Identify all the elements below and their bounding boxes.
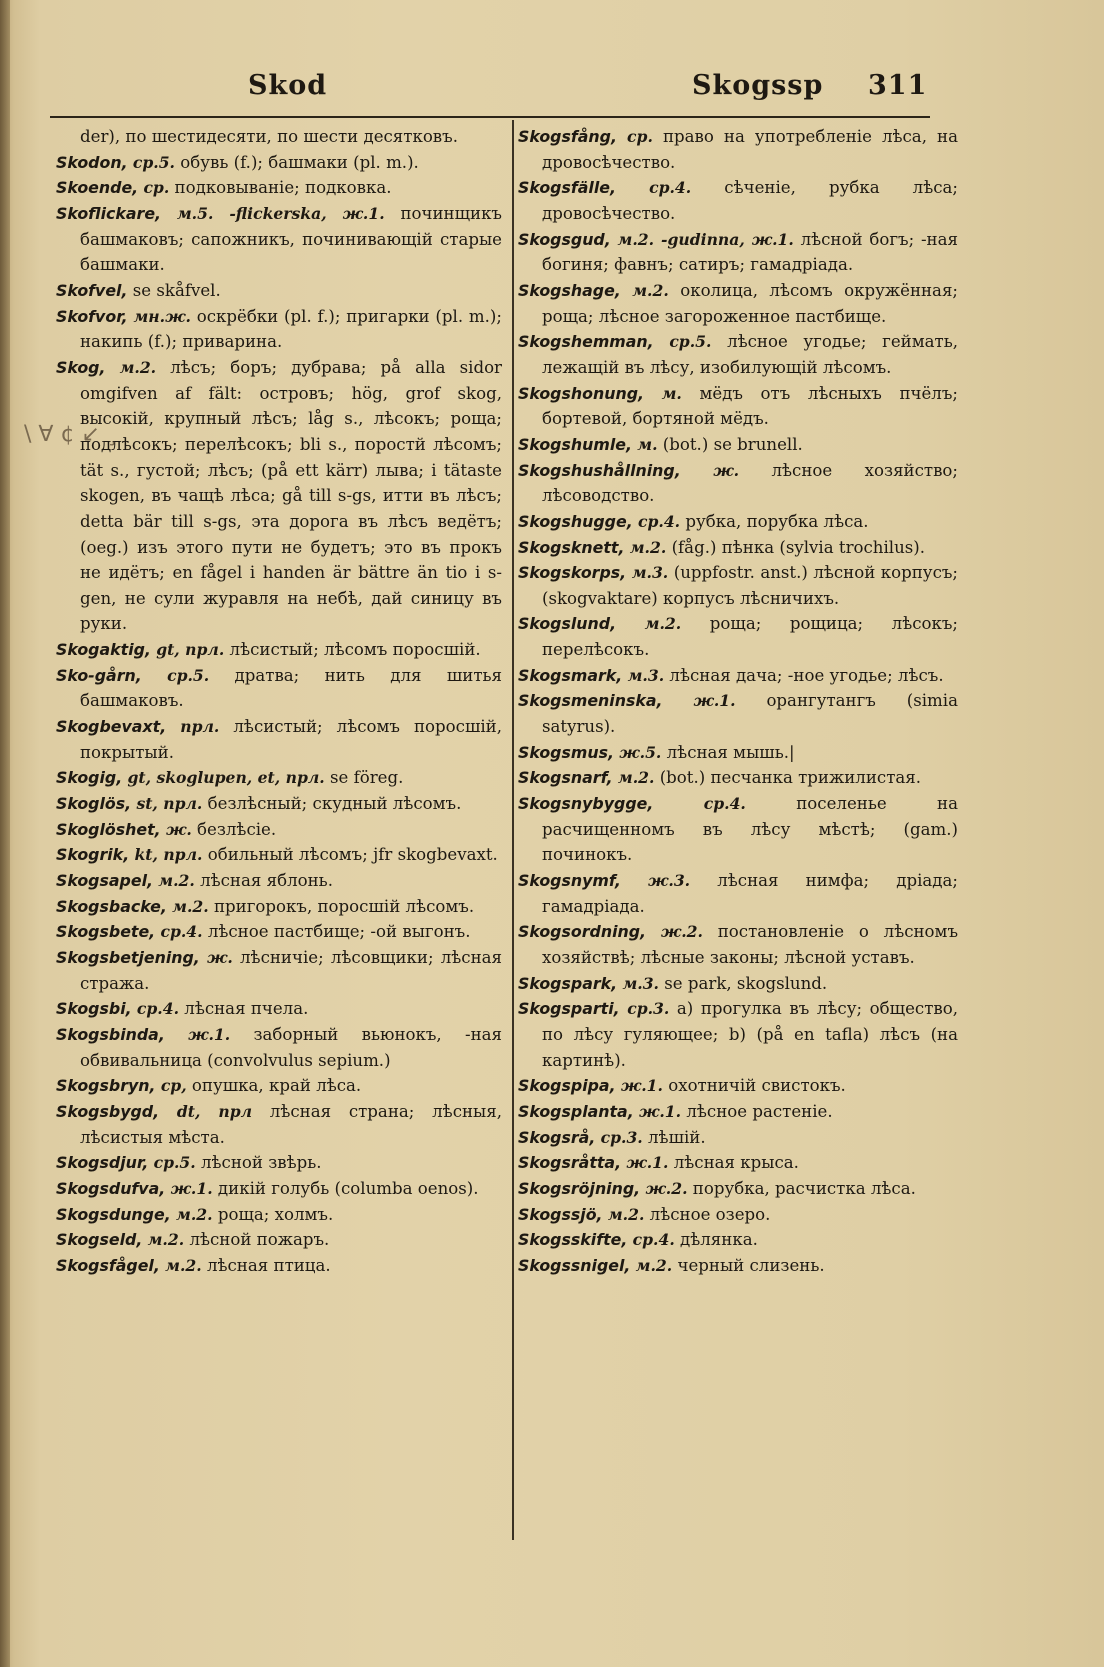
entry-grammar: м.2. <box>632 280 669 300</box>
entry-definition: порубка, расчистка лѣса. <box>692 1178 916 1198</box>
entry-definition: лѣсной звѣрь. <box>201 1153 322 1173</box>
entry-definition: лѣсистый; лѣсомъ поросшій. <box>229 640 481 660</box>
entry-definition: опушка, край лѣса. <box>191 1076 362 1096</box>
entry-definition: se föreg. <box>329 768 404 788</box>
dictionary-entry <box>518 791 958 868</box>
entry-grammar: ж. <box>165 819 192 839</box>
entry-grammar: ср. <box>627 127 653 146</box>
entry-headword: Skogsbygd, <box>56 1101 160 1121</box>
dictionary-entry <box>56 1227 502 1253</box>
entry-definition: a) прогулка въ лѣсу; общество, по лѣсу гуляющее; b) (på en tafla) лѣсъ (на картинѣ). <box>542 999 958 1070</box>
entry-definition: лѣсной пожаръ. <box>189 1230 330 1250</box>
entry-grammar: ж.1. <box>626 1153 669 1173</box>
entry-headword: Skogspark, <box>518 973 618 993</box>
entry-grammar: ж.1. <box>620 1076 663 1096</box>
entry-definition: (bot.) песчанка трижилистая. <box>659 768 922 788</box>
entry-definition: мёдъ отъ лѣсныхъ пчёлъ; бортевой, бортяной мёдъ. <box>542 383 958 429</box>
dictionary-entry <box>56 1073 502 1099</box>
entry-grammar: ж.1. <box>639 1101 682 1121</box>
right-column <box>518 124 958 1544</box>
entry-grammar: ср.4. <box>136 999 179 1019</box>
entry-headword: Skogssjö, <box>518 1204 603 1224</box>
entry-definition: дѣлянка. <box>680 1230 758 1250</box>
margin-annotations: \ ∀ ¢ ↙ ¸ <box>24 422 118 447</box>
entry-headword: Skoende, <box>56 178 139 198</box>
entry-definition: лѣсная мышь.| <box>666 742 795 762</box>
entry-definition: обильный лѣсомъ; jfr skogbevaxt. <box>207 845 498 865</box>
dictionary-entry <box>56 1176 502 1202</box>
entry-definition: лѣсная страна; лѣсныя, лѣсистыя мѣста. <box>80 1101 502 1147</box>
entry-headword: Skogsbryn, <box>56 1076 156 1096</box>
entry-grammar: м.2. <box>607 1204 645 1224</box>
dictionary-entry <box>56 304 502 355</box>
entry-definition: обувь (f.); башмаки (pl. m.). <box>180 152 419 172</box>
entry-headword: Skoflickare, <box>56 203 162 223</box>
entry-grammar: ср.3. <box>627 999 670 1019</box>
dictionary-entry <box>56 1202 502 1228</box>
dictionary-entry <box>518 611 958 662</box>
dictionary-entry <box>56 996 502 1022</box>
entry-definition: рубка, порубка лѣса. <box>685 511 869 531</box>
entry-headword: Skogssnigel, <box>518 1255 631 1275</box>
entry-headword: Skogig, <box>56 768 123 788</box>
entry-definition: безлѣсный; скудный лѣсомъ. <box>207 794 462 814</box>
dictionary-entry <box>518 535 958 561</box>
entry-definition: черный слизень. <box>677 1255 825 1275</box>
entry-definition: безлѣсіе. <box>197 819 277 839</box>
dictionary-entry <box>56 919 502 945</box>
entry-headword: Skogseld, <box>56 1230 143 1250</box>
dictionary-entry <box>56 1099 502 1150</box>
entry-headword: Skogsbete, <box>56 922 156 942</box>
entry-definition: лѣшій. <box>648 1127 706 1147</box>
entry-headword: Skogsbacke, <box>56 896 167 916</box>
entry-grammar: ж.2. <box>645 1178 688 1198</box>
entry-headword: Skofvel, <box>56 280 128 300</box>
entry-grammar: gt, прл. <box>156 640 225 660</box>
entry-grammar: м.3. <box>627 665 665 685</box>
entry-headword: Skogrik, <box>56 845 130 865</box>
entry-grammar: ср.4. <box>649 178 692 198</box>
right-guide-word: Skogssp <box>692 70 824 101</box>
entry-definition: дикій голубь (columba oenos). <box>217 1178 479 1198</box>
entry-headword: Skogspipa, <box>518 1076 616 1096</box>
entry-definition: (bot.) se brunell. <box>662 434 803 454</box>
entry-headword: Skogskorps, <box>518 563 627 583</box>
entry-grammar: м. <box>637 434 658 454</box>
entry-definition: лѣсная крыса. <box>673 1153 799 1173</box>
entry-definition: лѣсной богъ; -ная богиня; фавнъ; сатиръ; гамадріада. <box>542 229 958 275</box>
entry-definition: se park, skogslund. <box>664 973 828 993</box>
entry-grammar: ср.4. <box>638 511 681 531</box>
entry-headword: Skoglöshet, <box>56 819 161 839</box>
dictionary-entry <box>518 458 958 509</box>
entry-headword: Skogshemman, <box>518 332 654 352</box>
entry-grammar: ж.1. <box>170 1178 213 1198</box>
entry-headword: Skogbevaxt, <box>56 717 167 737</box>
entry-grammar: ж.5. <box>619 742 662 762</box>
dictionary-entry <box>518 227 958 278</box>
entry-headword: Skogsrå, <box>518 1127 596 1147</box>
entry-definition: охотничій свистокъ. <box>668 1076 846 1096</box>
left-column <box>56 124 502 1544</box>
dictionary-entry <box>56 765 502 791</box>
entry-definition: право на употребленіе лѣса, на дровосѣчество. <box>542 127 958 172</box>
entry-definition: подковываніе; подковка. <box>174 178 392 198</box>
entry-headword: Skogsbinda, <box>56 1024 165 1044</box>
dictionary-entry <box>518 1125 958 1151</box>
entry-headword: Skoglös, <box>56 794 132 814</box>
entry-grammar: прл. <box>180 717 220 737</box>
column-divider <box>512 120 514 1540</box>
dictionary-entry <box>56 663 502 714</box>
entry-grammar: ср.5. <box>167 665 210 685</box>
entry-headword: Skogsmark, <box>518 665 623 685</box>
header-rule <box>50 116 930 118</box>
entry-definition: лѣсное пастбище; -ой выгонъ. <box>207 922 471 942</box>
dictionary-entry <box>56 1022 502 1073</box>
dictionary-entry <box>56 817 502 843</box>
entry-grammar: st, прл. <box>136 794 203 814</box>
entry-definition: оскрёбки (pl. f.); пригарки (pl. m.); накипь (f.); приварина. <box>80 306 502 352</box>
entry-grammar: м.5. -flickerska, ж.1. <box>176 203 385 223</box>
entry-grammar: м.2. <box>629 537 667 557</box>
entry-grammar: м.2. <box>147 1230 185 1250</box>
left-guide-word: Skod <box>248 70 328 101</box>
entry-grammar: ср.4. <box>160 922 203 942</box>
dictionary-entry <box>518 124 958 175</box>
entry-grammar: ж.1. <box>188 1024 231 1044</box>
entry-definition: (uppfostr. anst.) лѣсной корпусъ; (skogvaktare) корпусъ лѣсничихъ. <box>542 563 958 608</box>
entry-headword: Skog, <box>56 357 106 377</box>
dictionary-entry <box>56 894 502 920</box>
entry-definition: se skåfvel. <box>132 280 221 300</box>
entry-headword: Skogslund, <box>518 614 617 634</box>
entry-definition: сѣченіе, рубка лѣса; дровосѣчество. <box>542 178 958 223</box>
entry-headword: Skogsnarf, <box>518 768 613 788</box>
entry-definition: лѣсное хозяйство; лѣсоводство. <box>542 460 958 506</box>
entry-definition: (fåg.) пѣнка (sylvia trochilus). <box>671 537 926 557</box>
entry-headword: Skogshonung, <box>518 383 645 403</box>
entry-headword: Skogsbi, <box>56 999 132 1019</box>
dictionary-entry <box>56 791 502 817</box>
dictionary-entry <box>518 868 958 919</box>
entry-headword: Skogshumle, <box>518 434 632 454</box>
entry-definition: околица, лѣсомъ окружённая; роща; лѣсное загороженное пастбище. <box>542 280 958 326</box>
dictionary-entry <box>518 278 958 329</box>
entry-definition: лѣсная дача; -ное угодье; лѣсъ. <box>669 665 944 685</box>
entry-headword: Skogsdjur, <box>56 1153 149 1173</box>
entry-grammar: м.2. <box>165 1255 202 1275</box>
dictionary-entry <box>56 124 502 150</box>
entry-headword: Skogsplanta, <box>518 1101 634 1121</box>
entry-headword: Skogsfälle, <box>518 178 616 198</box>
entry-grammar: ср. <box>143 178 170 198</box>
entry-grammar: gt, skoglupen, et, прл. <box>127 768 325 788</box>
dictionary-entry <box>518 432 958 458</box>
dictionary-entry <box>518 1202 958 1228</box>
entry-headword: Skogsbetjening, <box>56 948 200 967</box>
dictionary-entry <box>56 175 502 201</box>
dictionary-entry <box>518 663 958 689</box>
entry-definition: лѣсъ; боръ; дубрава; på alla sidor omgifven af fält: островъ; hög, grof skog, высокій, крупный лѣсъ; låg s., лѣсокъ; роща; подлѣсокъ; перелѣсокъ; bli s., поростй лѣсомъ; tät s., густой; лѣсъ; (på ett kärr) лыва; i tätaste skogen, въ чащѣ лѣса; gå till s-gs, итти въ лѣсъ; detta bär till s-gs, эта дорога въ лѣсъ ведётъ; (oeg.) изъ этого пути не будетъ; это въ прокъ не идётъ; en fågel i handen är bättre än tio i s-gen, не сули журавля на небѣ, дай синицу въ руки. <box>80 357 502 634</box>
entry-definition: поселенье на расчищенномъ въ лѣсу мѣстѣ; (gam.) починокъ. <box>542 794 958 865</box>
entry-grammar: ср.5. <box>132 152 175 172</box>
entry-grammar: ср, <box>160 1076 187 1096</box>
dictionary-entry <box>56 201 502 278</box>
entry-grammar: м.2. <box>635 1255 673 1275</box>
dictionary-entry <box>518 1099 958 1125</box>
entry-grammar: ср.3. <box>600 1127 643 1147</box>
entry-definition: лѣсная нимфа; дріада; гамадріада. <box>542 871 958 916</box>
entry-definition: починщикъ башмаковъ; сапожникъ, починивающій старые башмаки. <box>80 203 502 275</box>
entry-definition: орангутангъ (simia satyrus). <box>542 691 958 737</box>
entry-definition: постановленіе о лѣсномъ хозяйствѣ; лѣсные законы; лѣсной уставъ. <box>542 922 958 967</box>
entry-grammar: м.2. <box>172 896 209 916</box>
entry-headword: Skogsnymf, <box>518 871 621 891</box>
entry-headword: Skogsröjning, <box>518 1178 641 1198</box>
dictionary-entry <box>518 1176 958 1202</box>
entry-headword: Skofvor, <box>56 306 128 326</box>
dictionary-entry <box>56 842 502 868</box>
entry-grammar: м.2. <box>644 614 682 634</box>
entry-headword: Skogsknett, <box>518 537 625 557</box>
entry-headword: Skogsskifte, <box>518 1230 628 1250</box>
dictionary-entry <box>56 1253 502 1279</box>
entry-headword: Skogsdufva, <box>56 1178 166 1198</box>
entry-grammar: м.2. <box>617 768 655 788</box>
entry-grammar: ж. <box>713 460 740 480</box>
dictionary-entry <box>518 560 958 611</box>
entry-grammar: ср.4. <box>703 794 746 814</box>
entry-definition: заборный вьюнокъ, -ная обвивальница (convolvulus sepium.) <box>80 1024 502 1070</box>
entry-grammar: kt, прл. <box>134 845 203 865</box>
entry-grammar: мн.ж. <box>133 306 191 326</box>
entry-definition: дратва; нить для шитья башмаковъ. <box>80 665 502 711</box>
entry-definition: лѣсное растеніе. <box>686 1101 833 1121</box>
entry-grammar: м.3. <box>631 563 669 583</box>
entry-headword: Skogshushållning, <box>518 460 681 480</box>
entry-grammar: м.3. <box>622 973 659 993</box>
entry-grammar: ср.5. <box>669 332 712 352</box>
dictionary-entry <box>518 740 958 766</box>
entry-headword: Skogshage, <box>518 280 621 300</box>
entry-headword: Sko-gårn, <box>56 665 142 685</box>
entry-grammar: ср.5. <box>153 1153 196 1173</box>
entry-grammar: м. <box>661 383 682 403</box>
entry-grammar: м.2. -gudinna, ж.1. <box>617 229 794 249</box>
entry-grammar: м.2. <box>119 357 157 377</box>
entry-grammar: ж.1. <box>693 691 736 711</box>
dictionary-entry <box>518 1227 958 1253</box>
entry-headword: Skogsgud, <box>518 229 611 249</box>
entry-definition: лѣсная птица. <box>206 1255 331 1275</box>
dictionary-entry <box>56 945 502 996</box>
entry-headword: Skogaktig, <box>56 640 151 660</box>
entry-headword: Skogsmeninska, <box>518 691 663 711</box>
entry-headword: Skogsfågel, <box>56 1255 160 1275</box>
entry-grammar: ж. <box>207 948 233 967</box>
entry-grammar: ж.2. <box>660 922 703 942</box>
entry-definition: лѣсное угодье; геймать, лежащій въ лѣсу, изобилующій лѣсомъ. <box>542 332 958 377</box>
dictionary-entry <box>56 714 502 765</box>
dictionary-entry <box>56 278 502 304</box>
entry-headword: Skogshugge, <box>518 511 633 531</box>
dictionary-entry <box>518 971 958 997</box>
dictionary-entry <box>56 868 502 894</box>
entry-headword: Skogsordning, <box>518 922 647 942</box>
dictionary-entry <box>56 355 502 637</box>
entry-definition: der), по шестидесяти, по шести десятковъ. <box>80 127 458 146</box>
dictionary-entry <box>518 1253 958 1279</box>
entry-definition: лѣсничіе; лѣсовщики; лѣсная стража. <box>80 948 502 993</box>
entry-headword: Skogsapel, <box>56 871 153 891</box>
book-binding-edge <box>0 0 10 1667</box>
entry-grammar: ср.4. <box>632 1230 675 1250</box>
entry-headword: Skogsnybygge, <box>518 794 654 814</box>
dictionary-entry <box>518 919 958 970</box>
entry-headword: Skogsdunge, <box>56 1204 171 1224</box>
entry-definition: роща; рощица; лѣсокъ; перелѣсокъ. <box>542 614 958 660</box>
dictionary-entry <box>518 329 958 380</box>
entry-definition: роща; холмъ. <box>217 1204 334 1224</box>
entry-definition: лѣсное озеро. <box>649 1204 771 1224</box>
dictionary-entry <box>56 637 502 663</box>
dictionary-entry <box>518 765 958 791</box>
dictionary-entry <box>518 509 958 535</box>
entry-definition: пригорокъ, поросшій лѣсомъ. <box>213 896 475 916</box>
dictionary-entry <box>56 150 502 176</box>
dictionary-entry <box>518 688 958 739</box>
dictionary-entry <box>518 1073 958 1099</box>
dictionary-entry <box>518 175 958 226</box>
entry-definition: лѣсная яблонь. <box>200 871 333 891</box>
entry-definition: лѣсистый; лѣсомъ поросшій, покрытый. <box>80 717 502 762</box>
dictionary-entry <box>56 1150 502 1176</box>
page-number: 311 <box>868 70 928 101</box>
dictionary-entry <box>518 1150 958 1176</box>
entry-headword: Skogsparti, <box>518 999 620 1019</box>
entry-grammar: м.2. <box>158 871 195 891</box>
entry-headword: Skogsfång, <box>518 127 617 146</box>
entry-grammar: м.2. <box>176 1204 213 1224</box>
entry-grammar: dt, прл <box>176 1101 253 1121</box>
dictionary-entry <box>518 381 958 432</box>
entry-headword: Skodon, <box>56 152 128 172</box>
entry-definition: лѣсная пчела. <box>184 999 309 1019</box>
dictionary-entry <box>518 996 958 1073</box>
entry-grammar: ж.3. <box>648 871 691 891</box>
entry-headword: Skogsråtta, <box>518 1153 622 1173</box>
entry-headword: Skogsmus, <box>518 742 614 762</box>
